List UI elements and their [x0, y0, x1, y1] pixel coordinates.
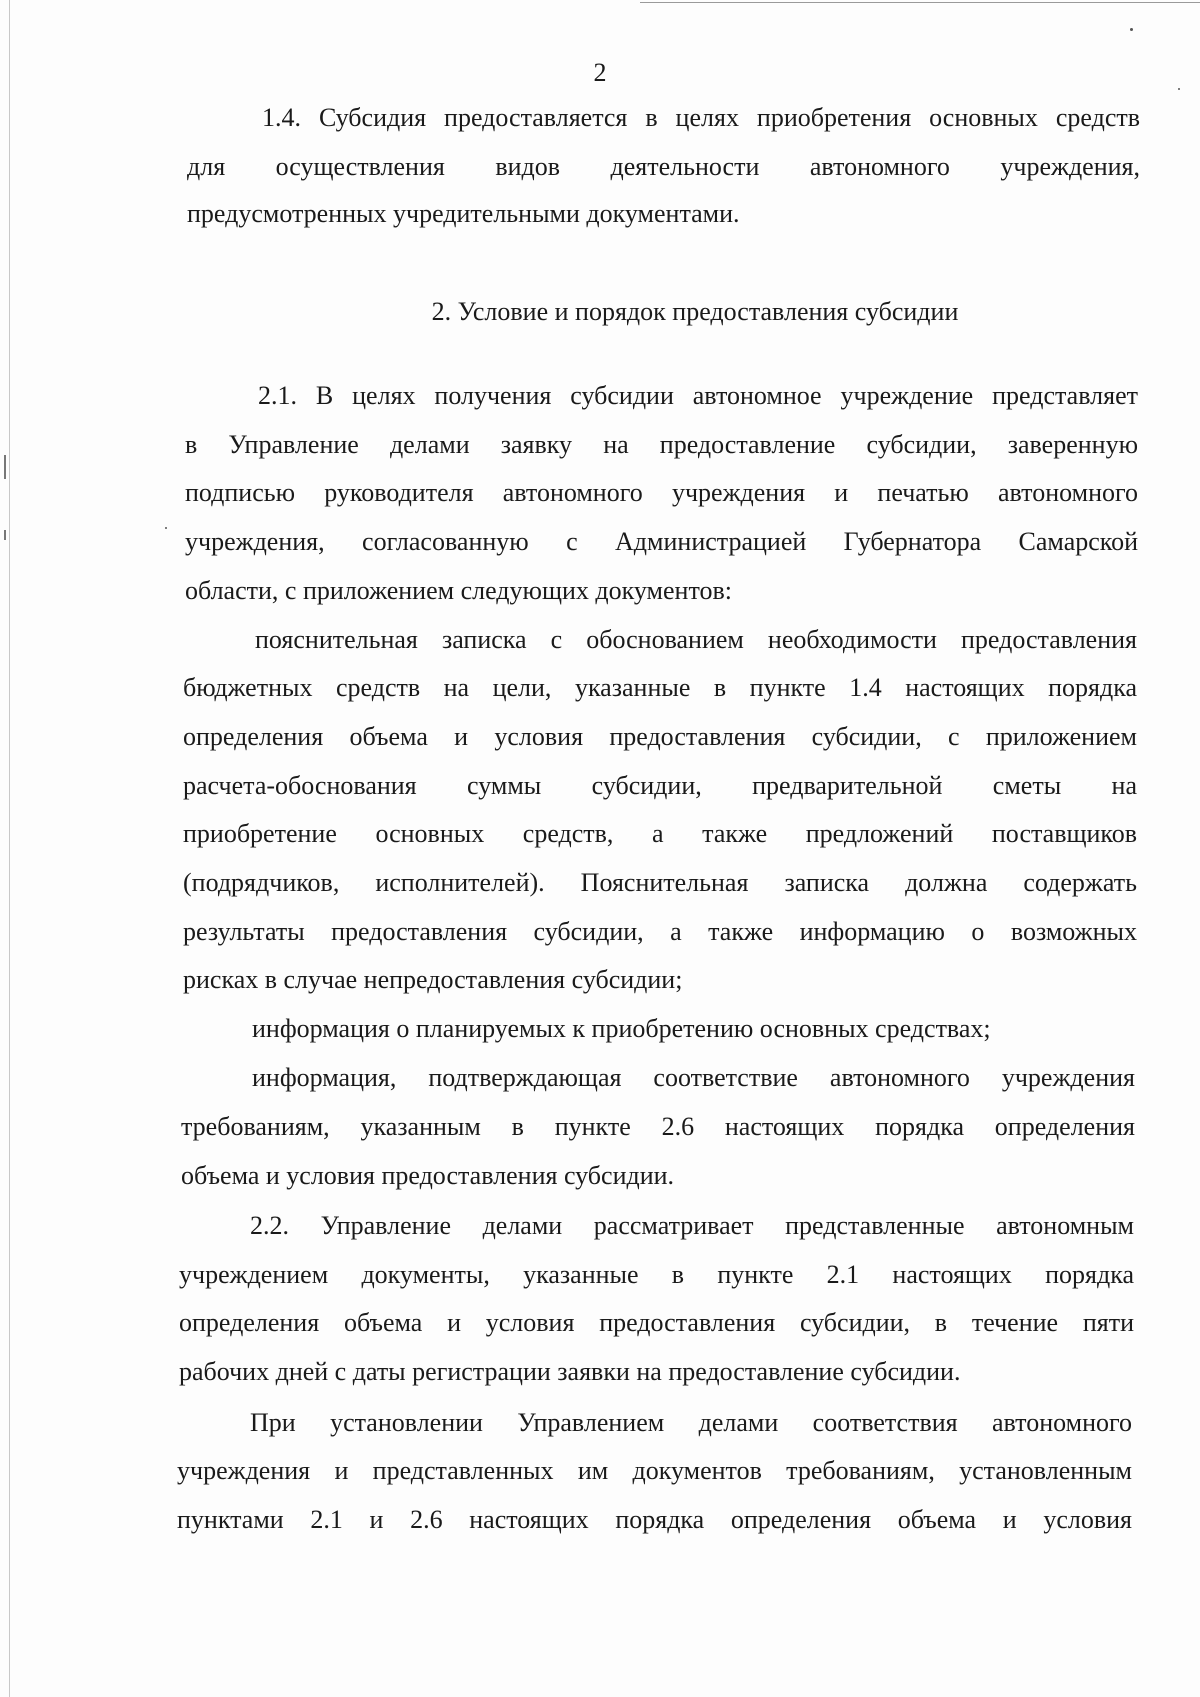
- paragraph-line: (подрядчиков, исполнителей). Пояснительная записка должна содержать: [183, 868, 1137, 897]
- paragraph-line: учреждения и представленных им документов требованиям, установленным: [177, 1456, 1132, 1485]
- paragraph-line: объема и условия предоставления субсидии.: [181, 1161, 675, 1190]
- paragraph-line: 1.4. Субсидия предоставляется в целях приобретения основных средств: [262, 103, 1140, 132]
- paragraph-line: 2.2. Управление делами рассматривает представленные автономным: [250, 1211, 1134, 1240]
- paragraph-line: определения объема и условия предоставления субсидии, в течение пяти: [179, 1308, 1134, 1337]
- paragraph-line: требованиям, указанным в пункте 2.6 настоящих порядка определения: [181, 1112, 1135, 1141]
- section-heading: 2. Условие и порядок предоставления субсидии: [431, 297, 959, 326]
- page-number: 2: [593, 58, 607, 87]
- scan-speck: [4, 530, 6, 540]
- paragraph-line: приобретение основных средств, а также предложений поставщиков: [183, 819, 1137, 848]
- paragraph-line: 2.1. В целях получения субсидии автономное учреждение представляет: [258, 381, 1138, 410]
- scan-speck: [1178, 88, 1180, 90]
- paragraph-line: области, с приложением следующих документов:: [185, 576, 732, 605]
- paragraph-line: пояснительная записка с обоснованием необходимости предоставления: [255, 625, 1137, 654]
- paragraph-line: информация, подтверждающая соответствие автономного учреждения: [252, 1063, 1135, 1092]
- paragraph-line: расчета-обоснования суммы субсидии, предварительной сметы на: [183, 771, 1137, 800]
- paragraph-line: учреждением документы, указанные в пункте 2.1 настоящих порядка: [179, 1260, 1134, 1289]
- scan-speck: [1130, 28, 1133, 31]
- paragraph-line: информация о планируемых к приобретению основных средствах;: [252, 1014, 991, 1043]
- paragraph-line: рабочих дней с даты регистрации заявки на предоставление субсидии.: [179, 1357, 961, 1386]
- paragraph-line: При установлении Управлением делами соответствия автономного: [250, 1408, 1132, 1437]
- paragraph-line: для осуществления видов деятельности автономного учреждения,: [187, 152, 1140, 181]
- paragraph-line: рисках в случае непредоставления субсидии;: [183, 965, 683, 994]
- paragraph-line: в Управление делами заявку на предоставление субсидии, заверенную: [185, 430, 1138, 459]
- paragraph-line: учреждения, согласованную с Администрацией Губернатора Самарской: [185, 527, 1138, 556]
- paragraph-line: бюджетных средств на цели, указанные в пункте 1.4 настоящих порядка: [183, 673, 1137, 702]
- scan-speck: [165, 527, 167, 529]
- paragraph-line: результаты предоставления субсидии, а также информацию о возможных: [183, 917, 1137, 946]
- paragraph-line: предусмотренных учредительными документами.: [187, 199, 740, 228]
- paragraph-line: определения объема и условия предоставления субсидии, с приложением: [183, 722, 1137, 751]
- scan-speck: [4, 455, 6, 479]
- paragraph-line: пунктами 2.1 и 2.6 настоящих порядка определения объема и условия: [177, 1505, 1132, 1534]
- scan-edge-line: [9, 0, 10, 1697]
- scan-top-rule: [640, 2, 1200, 3]
- paragraph-line: подписью руководителя автономного учреждения и печатью автономного: [185, 478, 1138, 507]
